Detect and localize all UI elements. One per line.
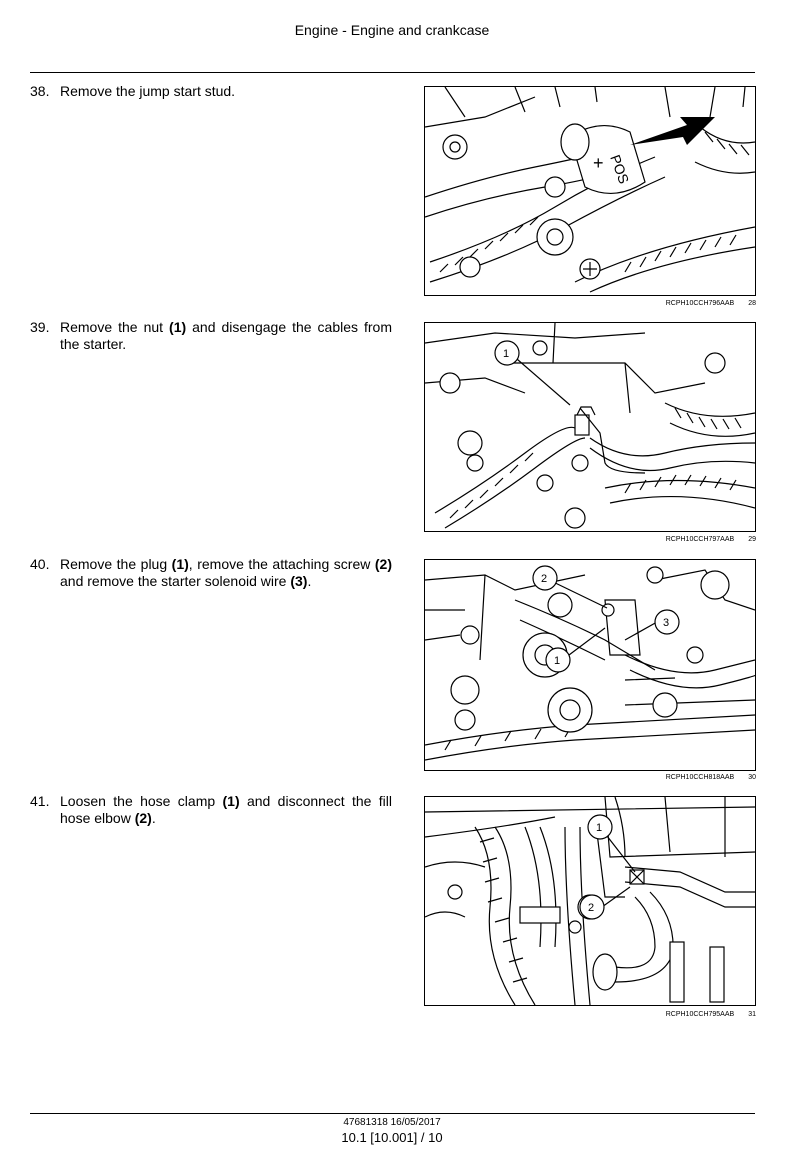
step-38 bbox=[30, 83, 392, 100]
step-text-segment: , remove the attaching screw bbox=[188, 556, 375, 572]
plus-label: + bbox=[593, 153, 604, 173]
callout-reference: (1) bbox=[222, 793, 240, 809]
step-text-segment: . bbox=[151, 810, 156, 826]
step-39 bbox=[30, 319, 392, 353]
step-text bbox=[60, 793, 392, 827]
callout-reference: (2) bbox=[374, 556, 392, 572]
step-text-segment: Remove the plug bbox=[60, 556, 172, 572]
callout-1: 1 bbox=[554, 655, 561, 667]
step-41 bbox=[30, 793, 392, 827]
callout-3: 3 bbox=[663, 617, 670, 629]
callout-reference: (1) bbox=[169, 319, 187, 335]
step-text-segment: and disengage the cables from the starter. bbox=[60, 319, 392, 352]
step-text-segment: and disconnect the fill hose elbow bbox=[60, 793, 392, 826]
step-number: 41. bbox=[30, 793, 50, 809]
step-number: 40. bbox=[30, 556, 50, 572]
step-text-segment: and remove the starter solenoid wire bbox=[60, 573, 291, 589]
step-text-segment: Remove the nut bbox=[60, 319, 170, 335]
figure-caption-31: RCPH10CCH795AAB 31 bbox=[665, 1011, 756, 1018]
footer-page-ref: 10.1 [10.001] / 10 bbox=[341, 1130, 443, 1145]
footer-doc-ref: 47681318 16/05/2017 bbox=[343, 1117, 441, 1128]
callout-2: 2 bbox=[541, 573, 548, 585]
figure-30-starter-solenoid bbox=[424, 559, 756, 771]
step-text bbox=[60, 319, 392, 353]
page-header-title: Engine - Engine and crankcase bbox=[294, 22, 490, 38]
callout-reference: (3) bbox=[290, 573, 308, 589]
footer-rule bbox=[30, 1113, 755, 1114]
figure-29-starter-nut bbox=[424, 322, 756, 532]
header-rule bbox=[30, 72, 755, 73]
callout-reference: (2) bbox=[134, 810, 152, 826]
step-text bbox=[60, 556, 392, 590]
figure-caption-30: RCPH10CCH818AAB 30 bbox=[665, 774, 756, 781]
step-40 bbox=[30, 556, 392, 590]
callout-2: 2 bbox=[588, 902, 595, 914]
step-number: 39. bbox=[30, 319, 50, 335]
step-text-segment: Loosen the hose clamp bbox=[60, 793, 223, 809]
callout-1: 1 bbox=[596, 822, 603, 834]
step-number: 38. bbox=[30, 83, 50, 99]
pos-label: POS bbox=[607, 152, 633, 186]
callout-reference: (1) bbox=[171, 556, 189, 572]
step-text bbox=[60, 83, 392, 100]
step-text-segment: Remove the jump start stud. bbox=[60, 83, 236, 99]
callout-1: 1 bbox=[503, 348, 510, 360]
figure-caption-29: RCPH10CCH797AAB 29 bbox=[665, 536, 756, 543]
figure-caption-28: RCPH10CCH796AAB 28 bbox=[665, 300, 756, 307]
step-text-segment: . bbox=[307, 573, 312, 589]
figure-28-jump-start-stud bbox=[424, 86, 756, 296]
figure-31-hose-clamp bbox=[424, 796, 756, 1006]
